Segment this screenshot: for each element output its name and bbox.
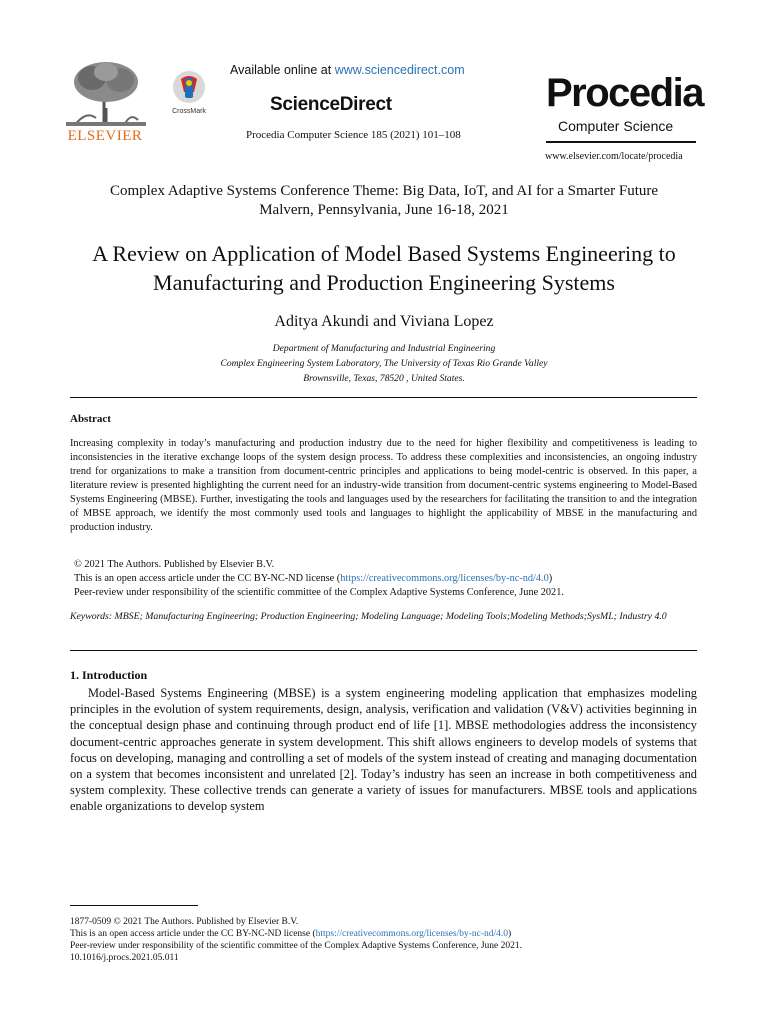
procedia-subtitle: Computer Science	[558, 118, 674, 134]
footnote-rule	[70, 905, 198, 906]
abstract-copyright: © 2021 The Authors. Published by Elsevier B.V.	[74, 559, 275, 570]
introduction-text: Model-Based Systems Engineering (MBSE) is a system engineering modeling application that emphasizes modeling principles in the evolution of system requirements, design, analysis, verification and validation (V&V) activities beginning in the conceptual design phase and continuing through product end of life [1]. MBSE methodologies address the inconsistency document-centric approaches generate in system development. This shift allows engineers to develop models of systems that focus on developing, managing and controlling a set of models of the system instead of creating and managing documentation on a system that becomes inconsistent and unrelated [2]. Today’s industry has seen an increase in both competitiveness and system complexity. These collective trends can generate a variety of issues for manufacturers. MBSE tools and applications enable organizations to develop system	[70, 686, 697, 814]
footer-license-prefix: This is an open access article under the CC BY-NC-ND license (	[70, 929, 316, 939]
abstract-body: Increasing complexity in today’s manufacturing and production industry due to the need for higher flexibility and competitiveness is leading to inconsistencies in the iterative exchange loops of the system design process. To address these complexities and inconsistencies, an ongoing industry trend for organizations to make a transition from document-centric principles and applications to being model-centric is observed. In this paper, a literature review is presented highlighting the current need for an industry-wide transition from document-centric systems engineering to Model-Based Systems Engineering (MBSE). Further, investigating the tools and languages used by the researchers for facilitating the transition to and the integration of MBSE approach, we identify the most commonly used tools and languages to highlight the applicability of MBSE in the manufacturing and production industry.	[70, 438, 697, 533]
license-link[interactable]: https://creativecommons.org/licenses/by-nc-nd/4.0	[340, 573, 549, 584]
abstract-bottom-rule	[70, 650, 697, 651]
footer-peer-review: Peer-review under responsibility of the scientific committee of the Complex Adaptive Systems Conference, June 2021.	[70, 941, 523, 951]
available-online-line	[230, 63, 530, 77]
crossmark-label: CrossMark	[172, 108, 206, 115]
conference-location: Malvern, Pennsylvania, June 16-18, 2021	[259, 202, 509, 218]
crossmark-icon[interactable]	[172, 70, 206, 104]
footer-license-suffix: )	[508, 929, 512, 939]
introduction-heading: 1. Introduction	[70, 668, 148, 682]
license-suffix: )	[548, 573, 553, 584]
abstract-peer-review: Peer-review under responsibility of the scientific committee of the Complex Adaptive Systems Conference, June 2021.	[74, 587, 564, 598]
authors: Aditya Akundi and Viviana Lopez	[274, 313, 494, 330]
footer-issn: 1877-0509 © 2021 The Authors. Published by Elsevier B.V.	[70, 917, 299, 927]
elsevier-tree-icon	[66, 60, 146, 126]
conference-theme: Complex Adaptive Systems Conference Theme: Big Data, IoT, and AI for a Smarter Future	[109, 183, 659, 199]
available-prefix: Available online at	[230, 63, 335, 77]
affiliation-line2: Complex Engineering System Laboratory, The University of Texas Rio Grande Valley	[220, 358, 548, 369]
paper-title-line1: A Review on Application of Model Based Systems Engineering to	[92, 241, 676, 266]
footer-license	[70, 928, 511, 940]
journal-reference: Procedia Computer Science 185 (2021) 101–108	[246, 129, 461, 141]
footer-license-link[interactable]: https://creativecommons.org/licenses/by-nc-nd/4.0	[315, 929, 509, 939]
abstract-license	[74, 572, 552, 585]
affiliation-line1: Department of Manufacturing and Industrial Engineering	[272, 343, 496, 354]
procedia-logo: Procedia	[546, 71, 703, 115]
elsevier-wordmark: ELSEVIER	[67, 128, 143, 144]
footer-doi[interactable]: 10.1016/j.procs.2021.05.011	[70, 953, 179, 963]
keywords: Keywords: MBSE; Manufacturing Engineering; Production Engineering; Modeling Language; Modeling Tools;Modeling Methods;SysML; Industry 4.0	[70, 611, 667, 622]
abstract-heading: Abstract	[70, 413, 111, 425]
abstract-top-rule	[70, 397, 697, 398]
affiliation-line3: Brownsville, Texas, 78520 , United States.	[303, 373, 465, 384]
license-prefix: This is an open access article under the CC BY-NC-ND license (	[74, 573, 341, 584]
journal-url[interactable]: www.elsevier.com/locate/procedia	[545, 151, 683, 162]
introduction-body	[70, 685, 697, 815]
sciencedirect-logo: ScienceDirect	[270, 94, 392, 115]
sciencedirect-link[interactable]: www.sciencedirect.com	[334, 63, 465, 77]
header-divider	[546, 141, 696, 143]
paper-title-line2: Manufacturing and Production Engineering Systems	[153, 270, 615, 295]
